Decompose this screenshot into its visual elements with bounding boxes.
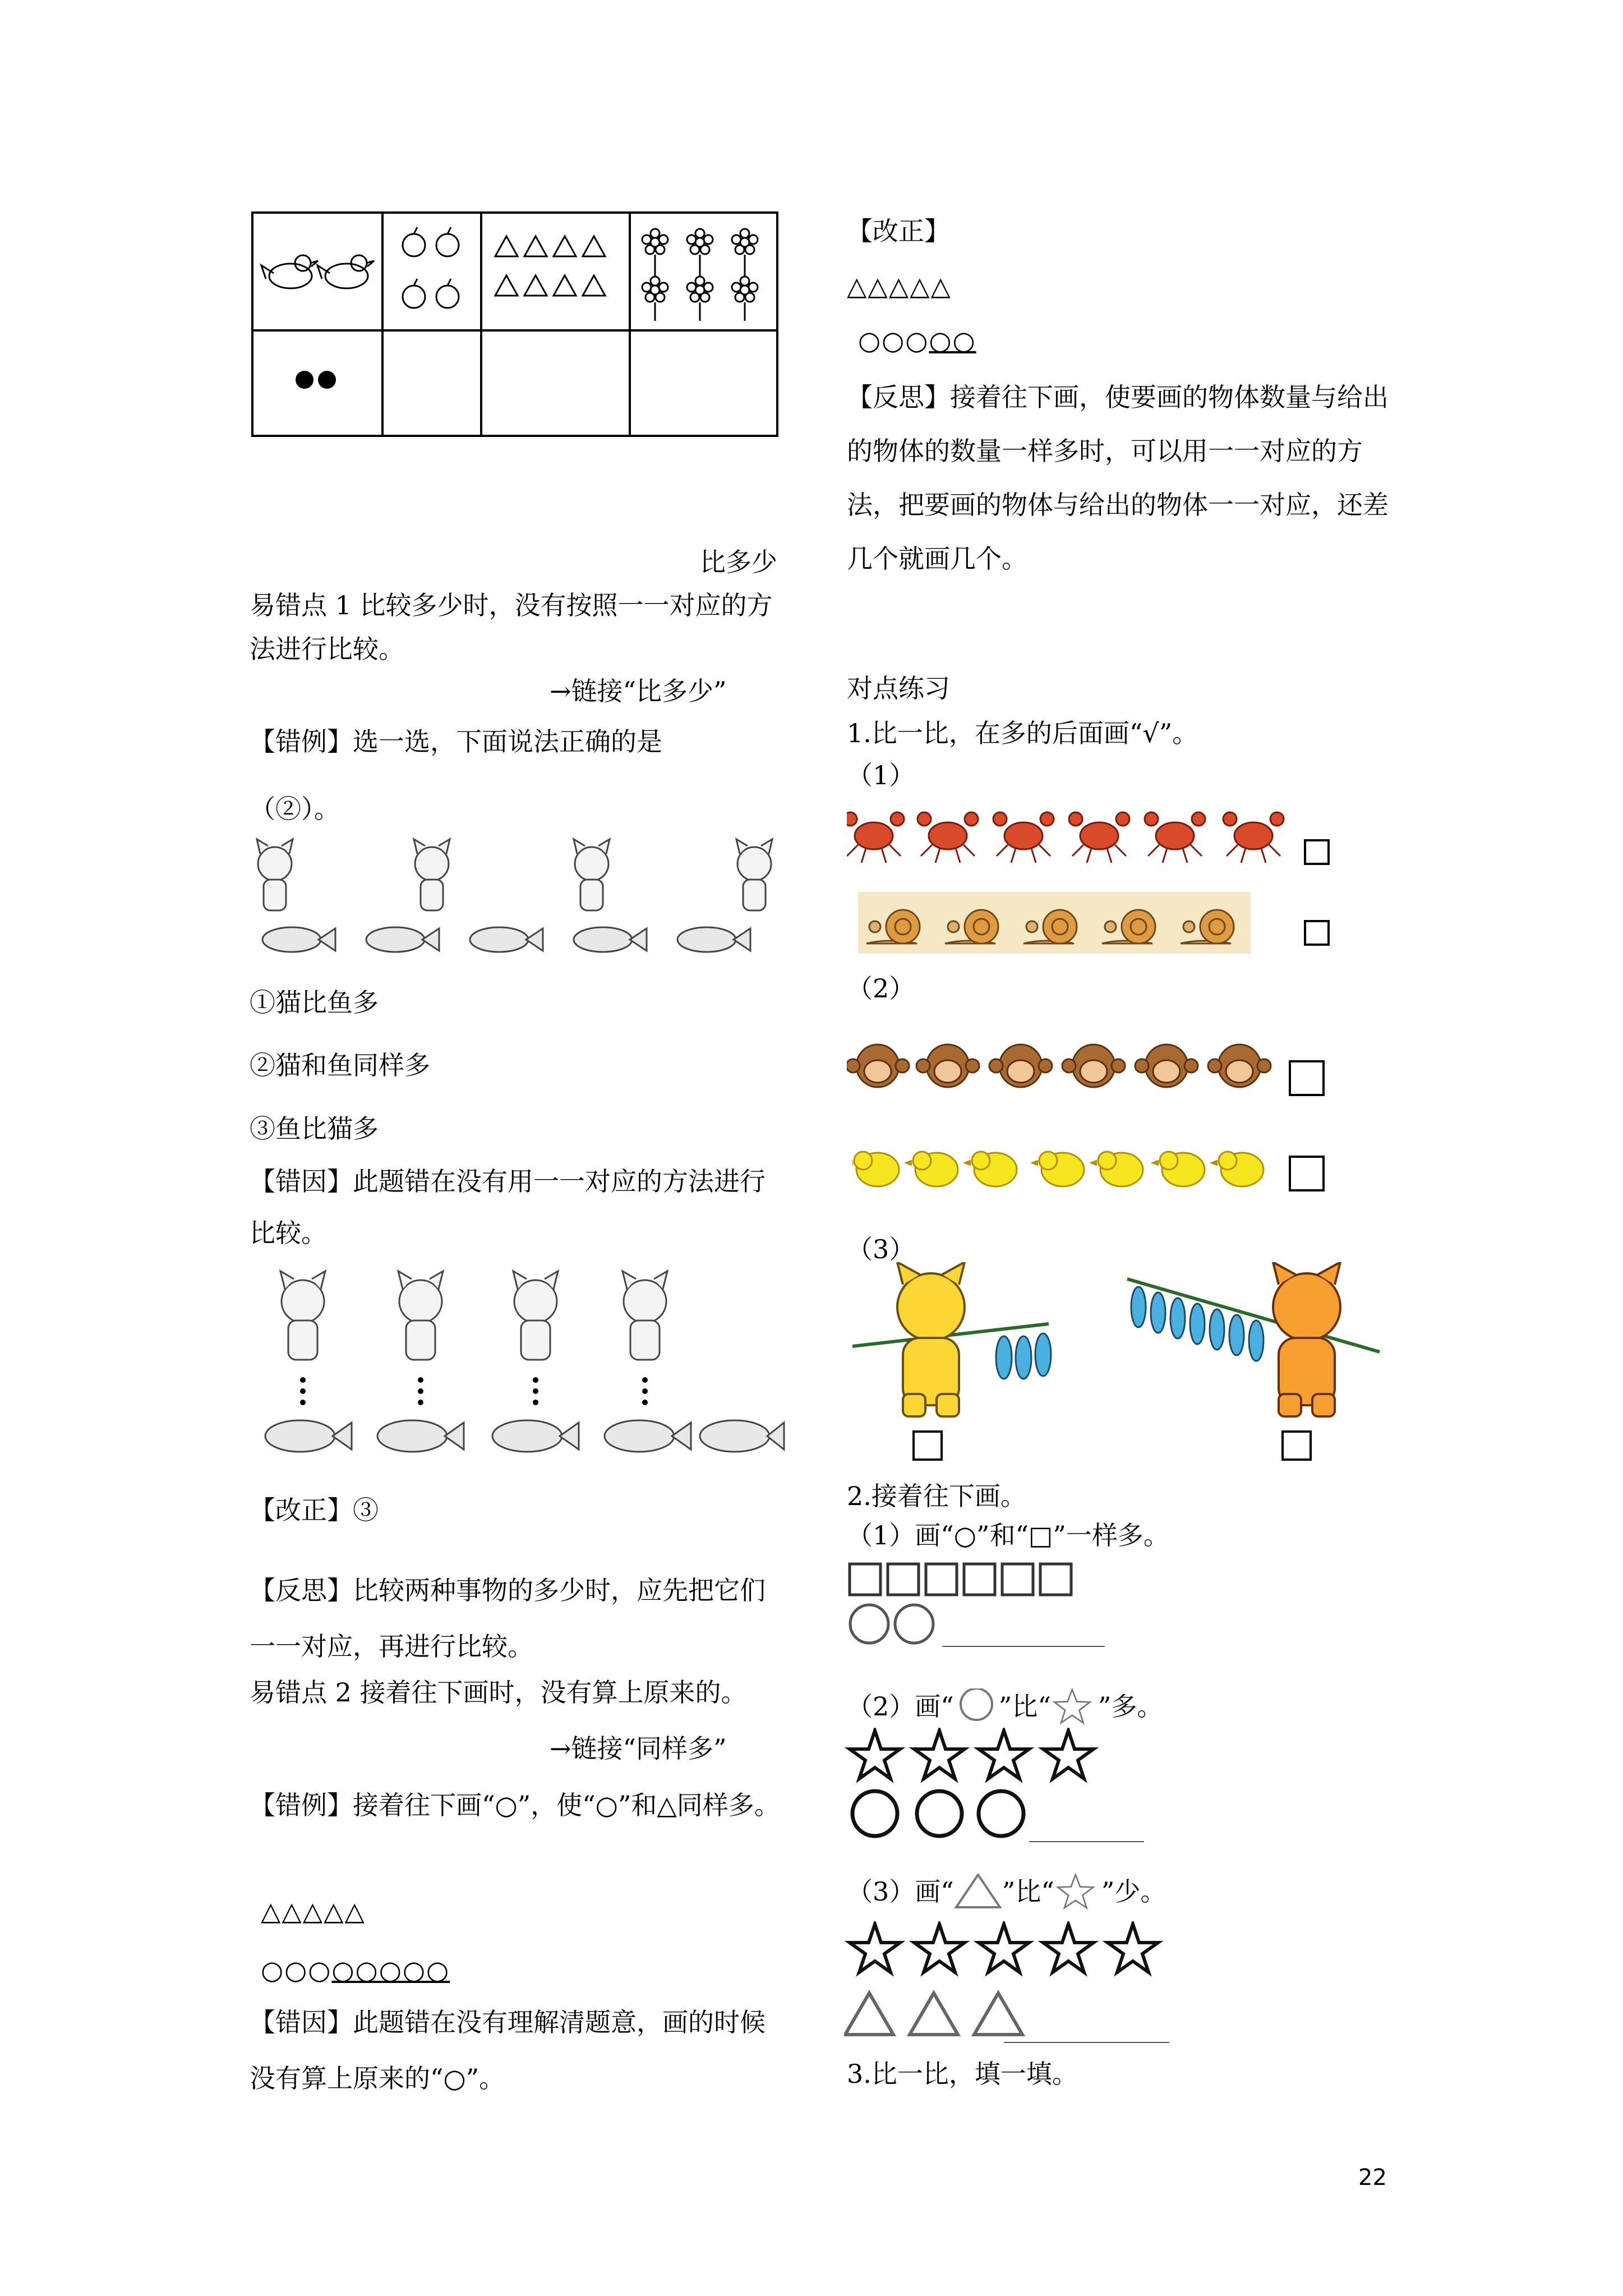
question-1-part-3: （3） [847,1234,915,1264]
correction-2-label: 【改正】 [847,216,950,246]
correction-2-triangles: △△△△△ [847,271,952,301]
error-point-1-text: 易错点 1 比较多少时，没有按照一一对应的方法进行比较。 [250,590,773,664]
cats-carrying-fish [847,1262,1396,1442]
q2-2-prefix: （2）画“ [847,1691,954,1722]
star-row-5-svg [844,1921,1181,1983]
star-icon [850,1731,1094,1779]
star-row-4-svg [844,1728,1113,1789]
monkey-icon [847,1045,1271,1087]
snail-row-svg [858,892,1251,954]
example-2-label: 【错例】 [250,1790,353,1820]
question-1-part-1: （1） [847,760,915,790]
triangle-icon [845,1993,1022,2035]
example-1-answer: （②）。 [250,794,340,824]
page-number: 22 [1358,2165,1387,2191]
question-1-part-2: （2） [847,973,915,1004]
cause-1-label: 【错因】 [250,1166,353,1197]
example-2-circles [261,1952,450,1988]
correction-1-text: ③ [353,1495,379,1525]
question-2: 2.接着往下画。 [847,1481,1026,1511]
example-1-text: 选一选，下面说法正确的是 [353,726,662,757]
cats-fish-matched [247,1268,785,1470]
reflection-1 [250,1562,788,1674]
cause-2 [250,1994,788,2106]
example-1-label: 【错例】 [250,726,353,757]
option-1: ①猫比鱼多 [250,987,379,1018]
q2-3-mid: ”比“ [1002,1876,1054,1907]
match-dots [300,1377,648,1405]
answer-box-crab[interactable] [1304,839,1330,865]
cats-carrying-fish-svg [847,1262,1396,1442]
crab-row-svg [847,797,1363,869]
q2-3-prefix: （3）画“ [847,1876,954,1907]
cause-1-text: 此题错在没有用一一对应的方法进行比较。 [250,1166,766,1248]
picture-grid [251,211,778,437]
error-point-1-heading [250,583,788,671]
cats-fish-row [247,833,785,968]
circle-icon [852,1791,1023,1836]
chick-row [852,1139,1267,1200]
snail-row [858,892,1251,954]
question-2-part-1: （1）画“○”和“□”一样多。 [847,1520,1169,1550]
monkey-row [847,1027,1273,1105]
example-2-text: 接着往下画“○”，使“○”和△同样多。 [353,1790,780,1820]
apple-icon [403,227,459,308]
circle-answer-row-1 [847,1602,1105,1652]
answer-box-yellow-cat[interactable] [912,1430,943,1461]
chick-icon [852,1152,1264,1186]
triangle-answer-row-svg [844,1989,1181,2045]
cat-icon [257,839,772,910]
answer-box-chick[interactable] [1289,1156,1325,1191]
circle-answer-row-1-svg [847,1602,1105,1652]
question-2-part-3 [847,1874,1166,1910]
example-1 [250,724,662,760]
triangle-icon [495,236,605,296]
cause-1 [250,1156,788,1259]
yellow-cat-icon [852,1262,1051,1416]
practice-title: 对点练习 [847,673,950,703]
star-row-4 [844,1728,1113,1789]
circle-answer-row-2-svg [844,1787,1147,1848]
question-3: 3.比一比，填一填。 [847,2059,1078,2089]
circle-outline-icon [954,1688,999,1724]
option-3: ③鱼比猫多 [250,1114,379,1144]
circles-given-right: ○○○ [858,325,929,356]
error-point-2-heading: 易错点 2 接着往下画时，没有算上原来的。 [250,1677,747,1708]
correction-1 [250,1492,379,1528]
answer-box-monkey[interactable] [1289,1060,1325,1096]
fish-icon [265,1420,784,1452]
reflection-2-text: 接着往下画，使要画的物体数量与给出的物体的数量一样多时，可以用一一对应的方法，把要画的物体与给出的物体一一对应，还差几个就画几个。 [847,382,1389,574]
cause-2-text: 此题错在没有理解清题意，画的时候没有算上原来的“○”。 [250,2007,766,2093]
reflection-1-label: 【反思】 [250,1575,353,1605]
reflection-1-text: 比较两种事物的多少时，应先把它们一一对应，再进行比较。 [250,1575,766,1662]
crab-row [847,797,1363,869]
square-icon [850,1564,1071,1595]
star-icon [850,1924,1158,1972]
circles-given: ○○○ [261,1955,332,1985]
answer-box-snail[interactable] [1304,920,1330,946]
link-2: →链接“同样多” [550,1733,727,1764]
cat-icon [280,1271,667,1360]
bird-icon [261,255,374,288]
option-2: ②猫和鱼同样多 [250,1050,430,1080]
square-row [847,1559,1082,1599]
reflection-2 [847,370,1396,586]
q2-3-suffix: ”少。 [1101,1876,1166,1907]
cats-fish-matched-svg [247,1268,785,1470]
chick-row-svg [852,1139,1267,1200]
triangle-outline-icon [954,1874,1002,1910]
circle-answer-row-2 [844,1787,1147,1848]
reflection-2-label: 【反思】 [847,382,950,412]
cats-fish-svg [247,833,785,968]
picture-grid-svg [251,211,778,437]
star-outline-icon [1054,1874,1101,1910]
example-2-triangles: △△△△△ [261,1896,366,1926]
fish-icon [262,927,750,952]
section-title: 比多少 [700,547,777,577]
example-2 [250,1778,788,1832]
question-2-part-2 [847,1688,1163,1724]
square-row-svg [847,1559,1082,1599]
monkey-row-svg [847,1027,1273,1105]
question-1: 1.比一比，在多的后面画“√”。 [847,718,1198,748]
cause-2-label: 【错因】 [250,2007,353,2037]
crab-icon [847,812,1284,863]
correction-2-circles [858,323,976,358]
flower-icon [642,229,758,321]
circles-drawn-wrong: ○○○○○ [331,1955,450,1985]
circles-drawn-right: ○○ [929,325,976,356]
q2-2-mid: ”比“ [998,1691,1051,1722]
link-1: →链接“比多少” [550,676,727,706]
orange-cat-icon [1127,1262,1380,1416]
correction-1-label: 【改正】 [250,1495,353,1525]
answer-box-orange-cat[interactable] [1281,1430,1312,1461]
triangle-answer-row [844,1989,1181,2045]
star-outline-icon [1051,1688,1098,1724]
q2-2-suffix: ”多。 [1098,1691,1163,1722]
circle-icon [850,1605,933,1643]
star-row-5 [844,1921,1181,1983]
dot-icon [296,371,336,389]
